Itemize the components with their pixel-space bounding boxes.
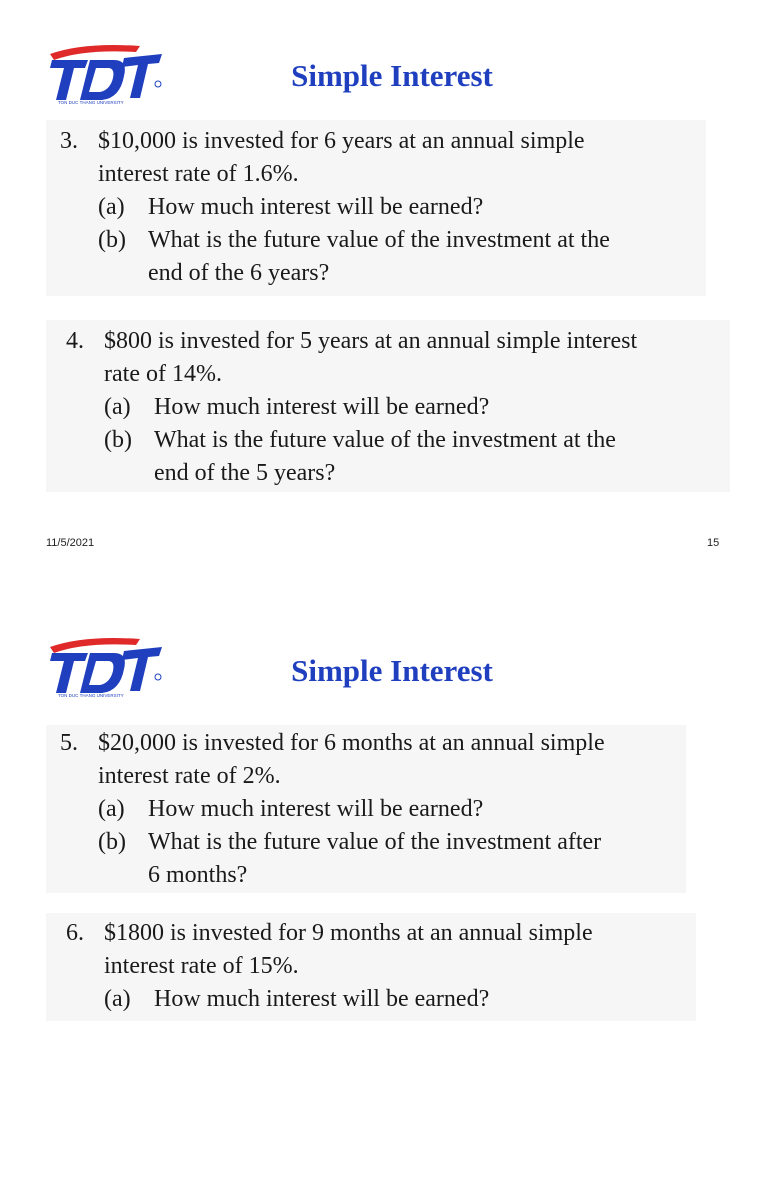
part-label: (b): [98, 227, 126, 253]
part-text: How much interest will be earned?: [148, 194, 484, 220]
problem-stem-line: $800 is invested for 5 years at an annual simple interest: [104, 328, 638, 354]
problem-stem-line: interest rate of 15%.: [104, 953, 299, 979]
problem-number: 6.: [66, 920, 84, 946]
problem-number: 4.: [66, 328, 84, 354]
footer-page-number: 15: [707, 537, 720, 549]
problem-4: [46, 320, 730, 492]
footer-date: 11/5/2021: [46, 537, 95, 549]
part-text: What is the future value of the investment at the: [154, 427, 616, 453]
part-text: How much interest will be earned?: [154, 986, 490, 1012]
part-label: (a): [104, 394, 131, 420]
slide-title: Simple Interest: [291, 58, 493, 93]
problem-5: [46, 725, 686, 893]
part-text: 6 months?: [148, 862, 248, 888]
logo-caption: TON DUC THANG UNIVERSITY: [58, 100, 124, 105]
part-text: What is the future value of the investment after: [148, 829, 602, 855]
part-text: end of the 6 years?: [148, 260, 330, 286]
problem-stem-line: $20,000 is invested for 6 months at an annual simple: [98, 730, 605, 756]
slide-16: [0, 595, 768, 1190]
problem-stem-line: interest rate of 2%.: [98, 763, 281, 789]
part-label: (a): [98, 796, 125, 822]
slide-title: Simple Interest: [291, 653, 493, 688]
part-label: (a): [104, 986, 131, 1012]
problem-3: [46, 120, 706, 296]
part-label: (b): [104, 427, 132, 453]
problem-stem-line: $1800 is invested for 9 months at an annual simple: [104, 920, 593, 946]
part-text: How much interest will be earned?: [148, 796, 484, 822]
part-text: end of the 5 years?: [154, 460, 336, 486]
part-text: What is the future value of the investment at the: [148, 227, 610, 253]
problem-number: 5.: [60, 730, 78, 756]
problem-6: [46, 913, 696, 1021]
part-label: (b): [98, 829, 126, 855]
problem-stem-line: $10,000 is invested for 6 years at an annual simple: [98, 128, 585, 154]
part-text: How much interest will be earned?: [154, 394, 490, 420]
problem-number: 3.: [60, 128, 78, 154]
problem-stem-line: interest rate of 1.6%.: [98, 161, 299, 187]
problem-stem-line: rate of 14%.: [104, 361, 222, 387]
logo-caption: TON DUC THANG UNIVERSITY: [58, 693, 124, 698]
part-label: (a): [98, 194, 125, 220]
